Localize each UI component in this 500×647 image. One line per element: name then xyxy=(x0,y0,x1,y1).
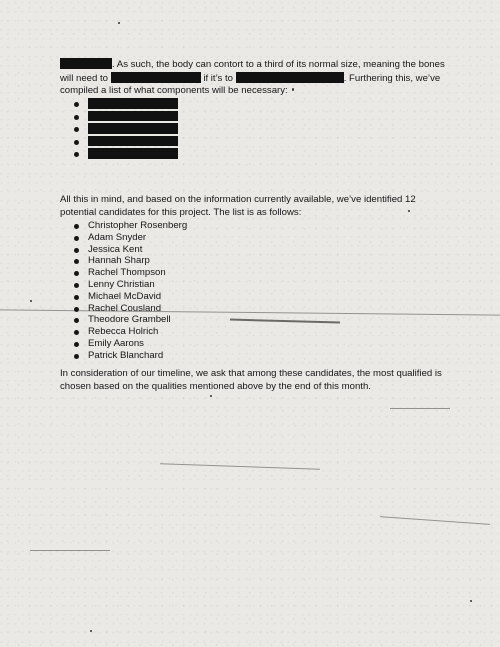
list-item xyxy=(60,111,445,123)
candidate-item: Lenny Christian xyxy=(60,279,445,291)
redaction-block xyxy=(88,136,178,147)
candidate-item: Michael McDavid xyxy=(60,291,445,303)
candidate-item: Rachel Cousland xyxy=(60,303,445,315)
redaction-block xyxy=(88,148,178,159)
redaction-block xyxy=(111,72,201,83)
candidate-item: Adam Snyder xyxy=(60,232,445,244)
list-item xyxy=(60,123,445,135)
paragraph1-part2: if it’s to xyxy=(200,72,236,84)
paragraph2-text: All this in mind, and based on the information currently available, we’ve identified 12 potential candidates for this project. The list is as follows: xyxy=(60,194,416,218)
candidate-item: Rebecca Holrich xyxy=(60,326,445,338)
paper-speck xyxy=(118,22,120,24)
paper-crease xyxy=(390,408,450,409)
redaction-block xyxy=(60,58,112,69)
candidate-item: Patrick Blanchard xyxy=(60,350,445,362)
candidate-item: Hannah Sharp xyxy=(60,255,445,267)
paragraph-candidates-intro xyxy=(60,194,445,362)
candidate-item: Emily Aarons xyxy=(60,338,445,350)
list-item xyxy=(60,148,445,160)
redaction-block xyxy=(236,72,344,83)
paper-speck xyxy=(30,300,32,302)
redaction-block xyxy=(88,98,178,109)
list-item xyxy=(60,136,445,148)
paragraph-components xyxy=(60,58,445,160)
paragraph3-text: In consideration of our timeline, we ask that among these candidates, the most qualified is chosen based on the qualities mentioned above by the end of this month. xyxy=(60,368,442,392)
candidate-item: Theodore Grambell xyxy=(60,314,445,326)
candidate-item: Jessica Kent xyxy=(60,244,445,256)
paragraph1-part1: . As such, the body can contort to a third of its normal size, meaning the bones will need to xyxy=(60,59,445,84)
paper-speck xyxy=(210,395,212,397)
redaction-block xyxy=(88,111,178,122)
candidates-list xyxy=(60,220,445,362)
paper-speck xyxy=(90,630,92,632)
paragraph-timeline xyxy=(60,368,445,393)
candidate-item: Christopher Rosenberg xyxy=(60,220,445,232)
redaction-block xyxy=(88,123,178,134)
paper-crease xyxy=(30,550,110,551)
candidate-item: Rachel Thompson xyxy=(60,267,445,279)
list-item xyxy=(60,98,445,110)
paper-speck xyxy=(470,600,472,602)
redacted-components-list xyxy=(60,98,445,160)
paragraph1-part3: . Furthering this, we’ve compiled a list of what components will be necessary: xyxy=(60,72,441,96)
